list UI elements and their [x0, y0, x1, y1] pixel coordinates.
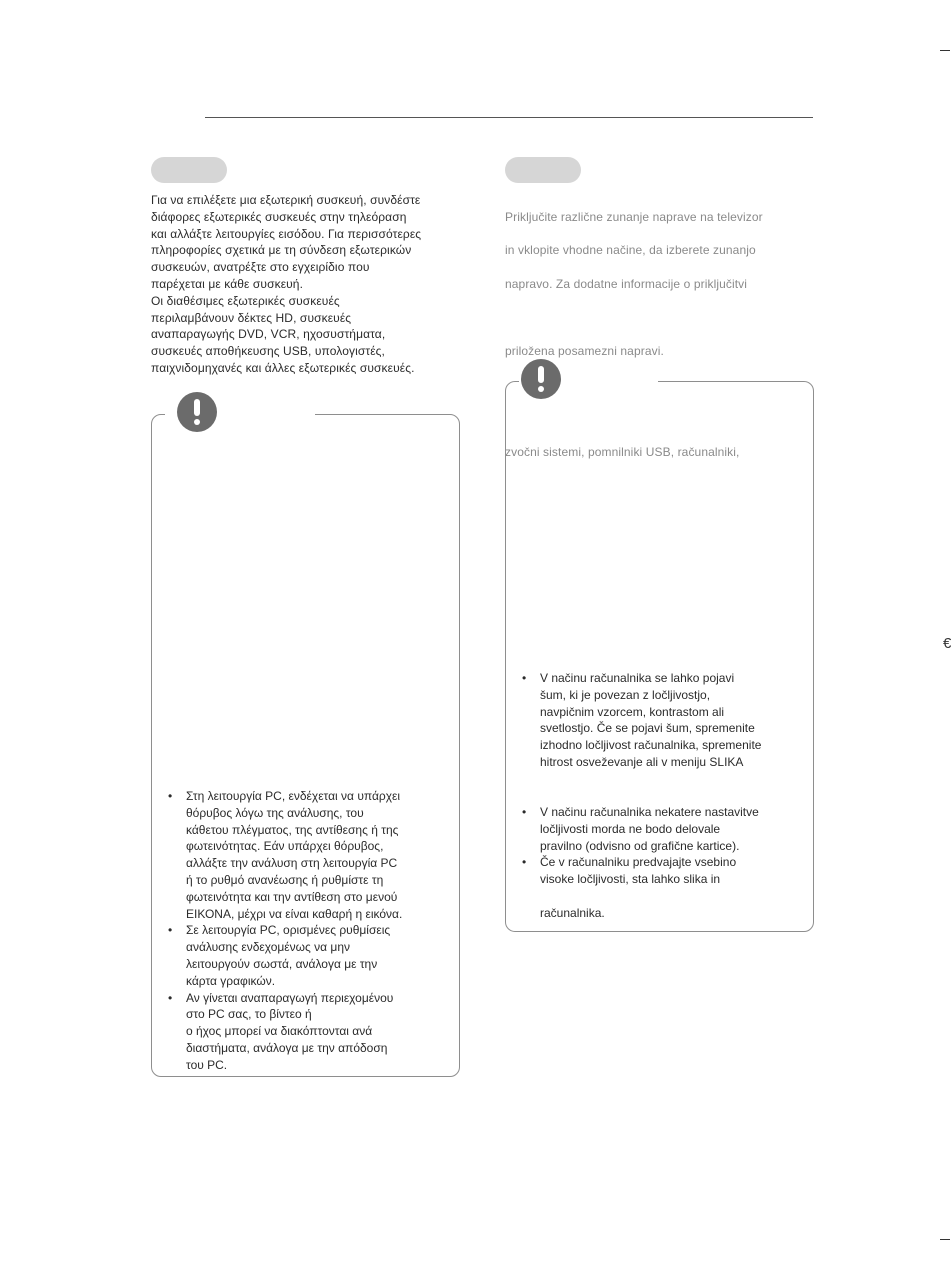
slovenian-note-list: [522, 670, 812, 771]
header-rule: [205, 117, 813, 118]
language-tab-greek: [151, 157, 227, 183]
list-item: • Αν γίνεται αναπαραγωγή περιεχομένου στο PC σας, το βίντεο ή ο ήχος μπορεί να διακόπτονται ανά διαστήματα, ανάλογα με την απόδοση του PC.: [168, 990, 468, 1074]
crop-mark-top: [940, 50, 950, 51]
slovenian-note-list: [522, 804, 812, 922]
slovenian-intro-line: in vklopite vhodne načine, da izberete zunanjo: [505, 243, 756, 258]
slovenian-intro-line: priložena posamezni napravi.: [505, 344, 664, 359]
warning-icon: [177, 392, 217, 432]
greek-note-list: [168, 788, 468, 1074]
crop-mark-bottom: [940, 1239, 950, 1240]
language-tab-slovenian: [505, 157, 581, 183]
slovenian-intro-line: napravo. Za dodatne informacije o priključitvi: [505, 276, 748, 291]
list-item: • Σε λειτουργία PC, ορισμένες ρυθμίσεις ανάλυσης ενδεχομένως να μην λειτουργούν σωστά, ανάλογα με την κάρτα γραφικών.: [168, 922, 468, 989]
slovenian-intro-line: [505, 310, 815, 327]
slovenian-intro-line: zvočni sistemi, pomnilniki USB, računalniki,: [505, 444, 740, 459]
warning-icon: [521, 359, 561, 399]
list-item: • Στη λειτουργία PC, ενδέχεται να υπάρχει θόρυβος λόγω της ανάλυσης, του κάθετου πλέγματος, της αντίθεσης ή της φωτεινότητας. Εάν υπάρχει θόρυβος, αλλάξτε την ανάλυση στη λειτουργία PC ή το ρυθμό ανανέωσης ή ρυθμίστε τη φωτεινότητα και την αντίθεση στο μενού ΕΙΚΟΝΑ, μέχρι να είναι καθαρή η εικόνα.: [168, 788, 468, 922]
slovenian-intro-line: Priključite različne zunanje naprave na televizor: [505, 209, 763, 224]
list-item: • V načinu računalnika nekatere nastavitve ločljivosti morda ne bodo delovale pravilno (odvisno od grafične kartice).: [522, 804, 812, 854]
list-item: • Če v računalniku predvajajte vsebino visoke ločljivosti, sta lahko slika in računalnika.: [522, 854, 812, 921]
greek-intro-text: Για να επιλέξετε μια εξωτερική συσκευή, συνδέστε διάφορες εξωτερικές συσκευές στην τηλεόραση και αλλάξτε λειτουργίες εισόδου. Για περισσότερες πληροφορίες σχετικά με τη σύνδεση εξωτερικών συσκευών, ανατρέξτε στο εγχειρίδιο που παρέχεται με κάθε συσκευή. Οι διαθέσιμες εξωτερικές συσκευές περιλαμβάνουν δέκτες HD, συσκευές αναπαραγωγής DVD, VCR, ηχοσυστήματα, συσκευές αποθήκευσης USB, υπολογιστές, παιχνιδομηχανές και άλλες εξωτερικές συσκευές.: [151, 193, 422, 375]
list-item: • V načinu računalnika se lahko pojavi šum, ki je povezan z ločljivostjo, navpičnim vzorcem, kontrastom ali svetlostjo. Če se pojavi šum, spremenite izhodno ločljivost računalnika, spremenite hitrost osveževanje ali v meniju SLIKA: [522, 670, 812, 771]
side-mark: €: [943, 635, 951, 652]
